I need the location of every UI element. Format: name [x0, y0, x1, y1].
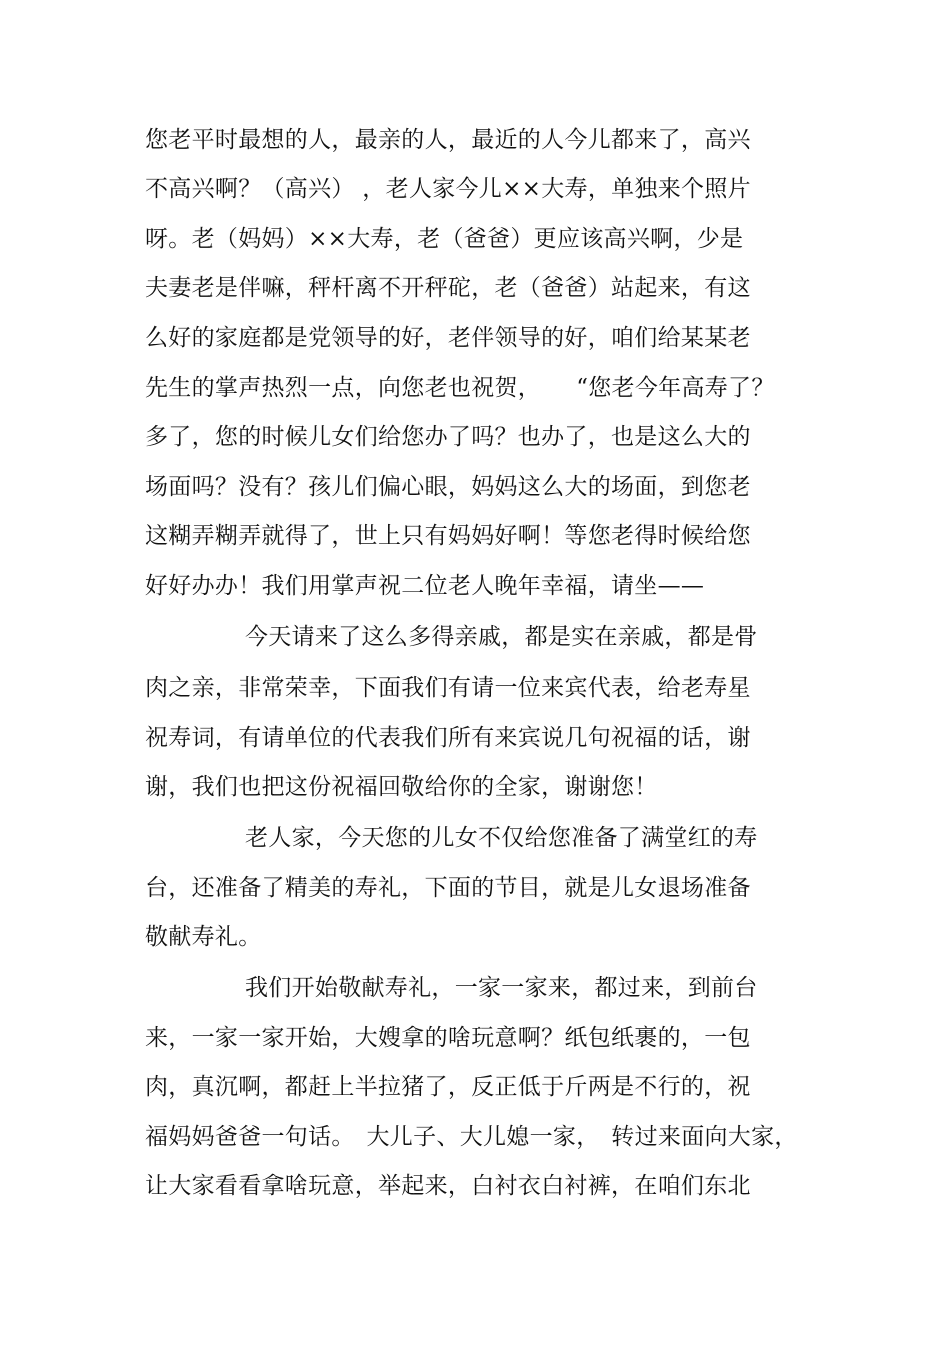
text-line-13: 祝寿词，有请单位的代表我们所有来宾说几句祝福的话，谢	[145, 725, 751, 751]
text-line-21: 福妈妈爸爸一句话。 大儿子、大儿媳一家， 转过来面向大家，	[145, 1124, 798, 1150]
text-line-14: 谢，我们也把这份祝福回敬给你的全家，谢谢您！	[145, 774, 658, 800]
text-line-12: 肉之亲，非常荣幸，下面我们有请一位来宾代表，给老寿星	[145, 675, 751, 701]
text-line-3: 呀。老（妈妈）××大寿，老（爸爸）更应该高兴啊，少是	[145, 226, 744, 252]
text-line-7: 多了，您的时候儿女们给您办了吗？也办了，也是这么大的	[145, 424, 751, 450]
text-line-8: 场面吗？没有？孩儿们偏心眼，妈妈这么大的场面，到您老	[145, 474, 751, 500]
text-line-16: 台，还准备了精美的寿礼，下面的节目，就是儿女退场准备	[145, 875, 751, 901]
text-line-9: 这糊弄糊弄就得了，世上只有妈妈好啊！等您老得时候给您	[145, 523, 751, 549]
text-line-22: 让大家看看拿啥玩意，举起来，白衬衣白衬裤，在咱们东北	[145, 1173, 751, 1199]
text-line-17: 敬献寿礼。	[145, 924, 262, 950]
text-line-6: 先生的掌声热烈一点，向您老也祝贺， “您老今年高寿了？	[145, 375, 775, 401]
text-line-20: 肉，真沉啊，都赶上半拉猪了，反正低于斤两是不行的，祝	[145, 1074, 751, 1100]
text-line-18: 我们开始敬献寿礼，一家一家来，都过来，到前台	[245, 975, 758, 1001]
text-line-4: 夫妻老是伴嘛，秤杆离不开秤砣，老（爸爸）站起来，有这	[145, 275, 751, 301]
text-line-19: 来，一家一家开始，大嫂拿的啥玩意啊？纸包纸裹的，一包	[145, 1025, 751, 1051]
text-line-2: 不高兴啊？（高兴） ，老人家今儿××大寿，单独来个照片	[145, 176, 751, 202]
text-line-10: 好好办办！我们用掌声祝二位老人晚年幸福，请坐——	[145, 573, 705, 599]
text-line-1: 您老平时最想的人，最亲的人，最近的人今儿都来了，高兴	[145, 127, 751, 153]
text-line-5: 么好的家庭都是党领导的好，老伴领导的好，咱们给某某老	[145, 325, 751, 351]
text-line-15: 老人家，今天您的儿女不仅给您准备了满堂红的寿	[245, 825, 758, 851]
text-line-11: 今天请来了这么多得亲戚，都是实在亲戚，都是骨	[245, 624, 758, 650]
